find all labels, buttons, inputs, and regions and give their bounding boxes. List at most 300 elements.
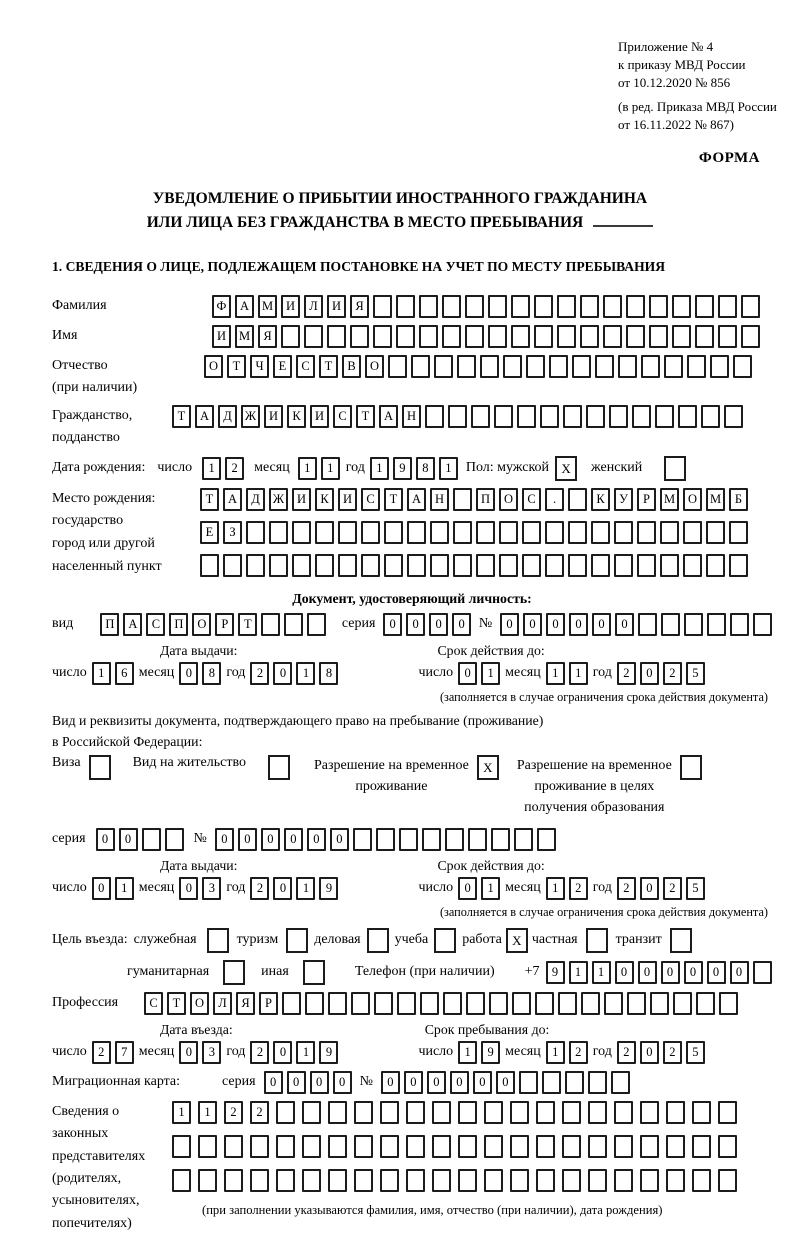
purpose-tourism-checkbox[interactable]	[286, 928, 308, 953]
char-cell[interactable]: 2	[617, 877, 636, 900]
char-cell[interactable]: И	[327, 295, 346, 318]
char-cell[interactable]: 0	[119, 828, 138, 851]
char-cell[interactable]: 0	[546, 613, 565, 636]
char-cell[interactable]: 0	[452, 613, 471, 636]
char-cell[interactable]	[626, 325, 645, 348]
char-cell[interactable]	[484, 1169, 503, 1192]
char-cell[interactable]	[373, 325, 392, 348]
char-cell[interactable]: 2	[663, 1041, 682, 1064]
char-cell[interactable]: 2	[569, 1041, 588, 1064]
char-cell[interactable]: 0	[615, 613, 634, 636]
char-cell[interactable]	[655, 405, 674, 428]
purpose-business-checkbox[interactable]	[367, 928, 389, 953]
char-cell[interactable]: Т	[319, 355, 338, 378]
char-cell[interactable]: И	[281, 295, 300, 318]
char-cell[interactable]: 1	[569, 662, 588, 685]
char-cell[interactable]: 0	[661, 961, 680, 984]
char-cell[interactable]	[276, 1135, 295, 1158]
char-cell[interactable]	[568, 554, 587, 577]
char-cell[interactable]	[542, 1071, 561, 1094]
char-cell[interactable]	[672, 325, 691, 348]
char-cell[interactable]: 1	[296, 1041, 315, 1064]
char-cell[interactable]: Н	[430, 488, 449, 511]
char-cell[interactable]: А	[235, 295, 254, 318]
char-cell[interactable]	[411, 355, 430, 378]
char-cell[interactable]: И	[310, 405, 329, 428]
char-cell[interactable]	[614, 1101, 633, 1124]
char-cell[interactable]: 5	[686, 662, 705, 685]
char-cell[interactable]: Ж	[241, 405, 260, 428]
char-cell[interactable]	[557, 325, 576, 348]
char-cell[interactable]	[261, 613, 280, 636]
char-cell[interactable]	[640, 1169, 659, 1192]
char-cell[interactable]: 0	[592, 613, 611, 636]
char-cell[interactable]	[484, 1135, 503, 1158]
char-cell[interactable]	[692, 1135, 711, 1158]
char-cell[interactable]: О	[192, 613, 211, 636]
char-cell[interactable]	[562, 1169, 581, 1192]
char-cell[interactable]	[666, 1135, 685, 1158]
char-cell[interactable]	[284, 613, 303, 636]
char-cell[interactable]	[718, 325, 737, 348]
char-cell[interactable]	[457, 355, 476, 378]
char-cell[interactable]: О	[499, 488, 518, 511]
char-cell[interactable]	[388, 355, 407, 378]
char-cell[interactable]	[581, 992, 600, 1015]
char-cell[interactable]	[374, 992, 393, 1015]
char-cell[interactable]: 1	[481, 662, 500, 685]
char-cell[interactable]	[488, 325, 507, 348]
char-cell[interactable]	[445, 828, 464, 851]
char-cell[interactable]: 0	[96, 828, 115, 851]
char-cell[interactable]	[562, 1135, 581, 1158]
char-cell[interactable]	[315, 554, 334, 577]
char-cell[interactable]	[580, 325, 599, 348]
char-cell[interactable]	[591, 554, 610, 577]
char-cell[interactable]	[510, 1169, 529, 1192]
char-cell[interactable]	[380, 1101, 399, 1124]
char-cell[interactable]	[580, 295, 599, 318]
char-cell[interactable]: 1	[370, 457, 389, 480]
char-cell[interactable]	[522, 521, 541, 544]
char-cell[interactable]: О	[204, 355, 223, 378]
char-cell[interactable]	[511, 295, 530, 318]
char-cell[interactable]	[526, 355, 545, 378]
char-cell[interactable]	[328, 992, 347, 1015]
char-cell[interactable]: П	[100, 613, 119, 636]
char-cell[interactable]: И	[292, 488, 311, 511]
char-cell[interactable]: 0	[273, 1041, 292, 1064]
char-cell[interactable]	[687, 355, 706, 378]
char-cell[interactable]	[354, 1135, 373, 1158]
visa-checkbox[interactable]	[89, 755, 111, 780]
char-cell[interactable]	[351, 992, 370, 1015]
char-cell[interactable]	[536, 1101, 555, 1124]
char-cell[interactable]	[432, 1135, 451, 1158]
char-cell[interactable]: М	[235, 325, 254, 348]
char-cell[interactable]	[292, 554, 311, 577]
char-cell[interactable]: Т	[384, 488, 403, 511]
char-cell[interactable]	[250, 1135, 269, 1158]
char-cell[interactable]	[282, 992, 301, 1015]
char-cell[interactable]: 1	[592, 961, 611, 984]
char-cell[interactable]: М	[660, 488, 679, 511]
char-cell[interactable]: 2	[250, 662, 269, 685]
char-cell[interactable]	[611, 1071, 630, 1094]
char-cell[interactable]: П	[476, 488, 495, 511]
temp-residence-checkbox[interactable]: X	[477, 755, 499, 780]
char-cell[interactable]	[510, 1101, 529, 1124]
char-cell[interactable]	[729, 554, 748, 577]
char-cell[interactable]	[545, 521, 564, 544]
temp-residence-edu-checkbox[interactable]	[680, 755, 702, 780]
char-cell[interactable]	[730, 613, 749, 636]
char-cell[interactable]: 3	[202, 877, 221, 900]
char-cell[interactable]	[692, 1169, 711, 1192]
char-cell[interactable]: Т	[238, 613, 257, 636]
char-cell[interactable]	[384, 554, 403, 577]
char-cell[interactable]	[172, 1169, 191, 1192]
char-cell[interactable]: О	[365, 355, 384, 378]
char-cell[interactable]	[512, 992, 531, 1015]
char-cell[interactable]	[741, 295, 760, 318]
char-cell[interactable]	[614, 521, 633, 544]
char-cell[interactable]: 0	[179, 877, 198, 900]
char-cell[interactable]: 0	[458, 662, 477, 685]
char-cell[interactable]	[718, 295, 737, 318]
char-cell[interactable]: 0	[273, 662, 292, 685]
char-cell[interactable]	[536, 1169, 555, 1192]
char-cell[interactable]: 8	[416, 457, 435, 480]
female-checkbox[interactable]	[664, 456, 686, 481]
char-cell[interactable]	[519, 1071, 538, 1094]
char-cell[interactable]	[718, 1101, 737, 1124]
char-cell[interactable]	[683, 554, 702, 577]
char-cell[interactable]	[666, 1101, 685, 1124]
char-cell[interactable]	[361, 554, 380, 577]
char-cell[interactable]	[307, 613, 326, 636]
char-cell[interactable]	[407, 521, 426, 544]
male-checkbox[interactable]: X	[555, 456, 577, 481]
char-cell[interactable]: 0	[523, 613, 542, 636]
char-cell[interactable]	[701, 405, 720, 428]
char-cell[interactable]	[354, 1101, 373, 1124]
char-cell[interactable]	[666, 1169, 685, 1192]
char-cell[interactable]	[618, 355, 637, 378]
char-cell[interactable]	[588, 1101, 607, 1124]
char-cell[interactable]: Т	[200, 488, 219, 511]
char-cell[interactable]	[432, 1169, 451, 1192]
char-cell[interactable]	[562, 1101, 581, 1124]
char-cell[interactable]	[591, 521, 610, 544]
char-cell[interactable]: 6	[115, 662, 134, 685]
char-cell[interactable]: 0	[215, 828, 234, 851]
char-cell[interactable]	[565, 1071, 584, 1094]
char-cell[interactable]	[396, 295, 415, 318]
char-cell[interactable]: А	[195, 405, 214, 428]
purpose-humanitarian-checkbox[interactable]	[223, 960, 245, 985]
char-cell[interactable]	[609, 405, 628, 428]
char-cell[interactable]	[246, 554, 265, 577]
char-cell[interactable]: 1	[115, 877, 134, 900]
char-cell[interactable]	[384, 521, 403, 544]
char-cell[interactable]	[729, 521, 748, 544]
char-cell[interactable]: Д	[246, 488, 265, 511]
char-cell[interactable]: 0	[307, 828, 326, 851]
char-cell[interactable]	[557, 295, 576, 318]
char-cell[interactable]: 9	[319, 1041, 338, 1064]
char-cell[interactable]	[443, 992, 462, 1015]
char-cell[interactable]: Ф	[212, 295, 231, 318]
char-cell[interactable]: 0	[458, 877, 477, 900]
char-cell[interactable]: 0	[383, 613, 402, 636]
char-cell[interactable]	[453, 554, 472, 577]
char-cell[interactable]: К	[591, 488, 610, 511]
char-cell[interactable]	[626, 295, 645, 318]
char-cell[interactable]	[753, 613, 772, 636]
char-cell[interactable]: 0	[450, 1071, 469, 1094]
char-cell[interactable]	[706, 554, 725, 577]
char-cell[interactable]: 2	[92, 1041, 111, 1064]
char-cell[interactable]	[614, 554, 633, 577]
char-cell[interactable]: С	[333, 405, 352, 428]
char-cell[interactable]: М	[706, 488, 725, 511]
char-cell[interactable]: 0	[92, 877, 111, 900]
char-cell[interactable]	[250, 1169, 269, 1192]
char-cell[interactable]: Ч	[250, 355, 269, 378]
char-cell[interactable]	[419, 325, 438, 348]
char-cell[interactable]	[425, 405, 444, 428]
char-cell[interactable]: О	[683, 488, 702, 511]
char-cell[interactable]: 9	[481, 1041, 500, 1064]
char-cell[interactable]	[649, 295, 668, 318]
char-cell[interactable]	[224, 1169, 243, 1192]
char-cell[interactable]: Р	[259, 992, 278, 1015]
char-cell[interactable]	[683, 521, 702, 544]
char-cell[interactable]	[568, 488, 587, 511]
char-cell[interactable]: 7	[115, 1041, 134, 1064]
char-cell[interactable]	[649, 325, 668, 348]
char-cell[interactable]	[305, 992, 324, 1015]
char-cell[interactable]: У	[614, 488, 633, 511]
char-cell[interactable]	[448, 405, 467, 428]
char-cell[interactable]	[604, 992, 623, 1015]
char-cell[interactable]	[511, 325, 530, 348]
char-cell[interactable]	[499, 521, 518, 544]
char-cell[interactable]	[315, 521, 334, 544]
char-cell[interactable]	[327, 325, 346, 348]
char-cell[interactable]	[696, 992, 715, 1015]
char-cell[interactable]	[640, 1135, 659, 1158]
char-cell[interactable]	[246, 521, 265, 544]
char-cell[interactable]	[522, 554, 541, 577]
char-cell[interactable]	[588, 1071, 607, 1094]
char-cell[interactable]: 0	[615, 961, 634, 984]
char-cell[interactable]: 3	[202, 1041, 221, 1064]
char-cell[interactable]: С	[522, 488, 541, 511]
char-cell[interactable]	[407, 554, 426, 577]
char-cell[interactable]	[710, 355, 729, 378]
char-cell[interactable]	[494, 405, 513, 428]
char-cell[interactable]	[453, 488, 472, 511]
char-cell[interactable]: 1	[439, 457, 458, 480]
char-cell[interactable]	[476, 554, 495, 577]
char-cell[interactable]: 8	[202, 662, 221, 685]
purpose-transit-checkbox[interactable]	[670, 928, 692, 953]
char-cell[interactable]	[399, 828, 418, 851]
char-cell[interactable]: С	[361, 488, 380, 511]
char-cell[interactable]	[503, 355, 522, 378]
char-cell[interactable]: Я	[350, 295, 369, 318]
char-cell[interactable]: 9	[393, 457, 412, 480]
char-cell[interactable]	[637, 554, 656, 577]
char-cell[interactable]: 0	[640, 877, 659, 900]
char-cell[interactable]	[558, 992, 577, 1015]
char-cell[interactable]: В	[342, 355, 361, 378]
char-cell[interactable]	[733, 355, 752, 378]
char-cell[interactable]	[465, 325, 484, 348]
char-cell[interactable]	[458, 1101, 477, 1124]
char-cell[interactable]	[373, 295, 392, 318]
purpose-official-checkbox[interactable]	[207, 928, 229, 953]
char-cell[interactable]: 0	[707, 961, 726, 984]
char-cell[interactable]	[224, 1135, 243, 1158]
char-cell[interactable]	[595, 355, 614, 378]
char-cell[interactable]	[419, 295, 438, 318]
char-cell[interactable]: 9	[319, 877, 338, 900]
char-cell[interactable]: Ж	[269, 488, 288, 511]
char-cell[interactable]	[468, 828, 487, 851]
char-cell[interactable]	[510, 1135, 529, 1158]
char-cell[interactable]	[165, 828, 184, 851]
char-cell[interactable]	[660, 521, 679, 544]
char-cell[interactable]: С	[146, 613, 165, 636]
char-cell[interactable]	[466, 992, 485, 1015]
char-cell[interactable]	[430, 554, 449, 577]
char-cell[interactable]	[198, 1135, 217, 1158]
char-cell[interactable]: 5	[686, 1041, 705, 1064]
char-cell[interactable]: А	[379, 405, 398, 428]
char-cell[interactable]: 0	[330, 828, 349, 851]
char-cell[interactable]	[488, 295, 507, 318]
char-cell[interactable]: 0	[569, 613, 588, 636]
char-cell[interactable]: К	[287, 405, 306, 428]
char-cell[interactable]	[536, 1135, 555, 1158]
char-cell[interactable]	[480, 355, 499, 378]
char-cell[interactable]	[223, 554, 242, 577]
char-cell[interactable]	[276, 1101, 295, 1124]
char-cell[interactable]	[684, 613, 703, 636]
char-cell[interactable]: Р	[215, 613, 234, 636]
char-cell[interactable]: 0	[284, 828, 303, 851]
char-cell[interactable]: Т	[172, 405, 191, 428]
char-cell[interactable]: З	[223, 521, 242, 544]
char-cell[interactable]: 0	[638, 961, 657, 984]
char-cell[interactable]	[406, 1135, 425, 1158]
char-cell[interactable]: 1	[481, 877, 500, 900]
char-cell[interactable]	[534, 295, 553, 318]
char-cell[interactable]	[406, 1101, 425, 1124]
char-cell[interactable]	[535, 992, 554, 1015]
char-cell[interactable]: 0	[427, 1071, 446, 1094]
char-cell[interactable]	[269, 521, 288, 544]
char-cell[interactable]: 1	[546, 877, 565, 900]
char-cell[interactable]	[640, 1101, 659, 1124]
char-cell[interactable]	[200, 554, 219, 577]
char-cell[interactable]: А	[407, 488, 426, 511]
char-cell[interactable]	[641, 355, 660, 378]
char-cell[interactable]	[476, 521, 495, 544]
char-cell[interactable]: 0	[264, 1071, 283, 1094]
char-cell[interactable]	[638, 613, 657, 636]
char-cell[interactable]	[661, 613, 680, 636]
char-cell[interactable]	[328, 1135, 347, 1158]
char-cell[interactable]	[650, 992, 669, 1015]
char-cell[interactable]: 1	[546, 662, 565, 685]
char-cell[interactable]: 2	[663, 662, 682, 685]
char-cell[interactable]: О	[190, 992, 209, 1015]
char-cell[interactable]	[692, 1101, 711, 1124]
char-cell[interactable]	[380, 1135, 399, 1158]
char-cell[interactable]	[338, 521, 357, 544]
char-cell[interactable]: 0	[496, 1071, 515, 1094]
char-cell[interactable]: 2	[224, 1101, 243, 1124]
char-cell[interactable]: И	[338, 488, 357, 511]
char-cell[interactable]	[718, 1169, 737, 1192]
char-cell[interactable]	[586, 405, 605, 428]
char-cell[interactable]	[354, 1169, 373, 1192]
char-cell[interactable]: 1	[198, 1101, 217, 1124]
char-cell[interactable]	[540, 405, 559, 428]
char-cell[interactable]	[434, 355, 453, 378]
char-cell[interactable]	[397, 992, 416, 1015]
char-cell[interactable]	[489, 992, 508, 1015]
char-cell[interactable]: 5	[686, 877, 705, 900]
char-cell[interactable]: 1	[458, 1041, 477, 1064]
char-cell[interactable]: 0	[261, 828, 280, 851]
char-cell[interactable]	[281, 325, 300, 348]
char-cell[interactable]: 9	[546, 961, 565, 984]
char-cell[interactable]	[269, 554, 288, 577]
char-cell[interactable]	[706, 521, 725, 544]
char-cell[interactable]: 1	[321, 457, 340, 480]
char-cell[interactable]	[430, 521, 449, 544]
char-cell[interactable]	[432, 1101, 451, 1124]
char-cell[interactable]: 0	[429, 613, 448, 636]
char-cell[interactable]	[719, 992, 738, 1015]
char-cell[interactable]	[353, 828, 372, 851]
char-cell[interactable]: И	[264, 405, 283, 428]
purpose-other-checkbox[interactable]	[303, 960, 325, 985]
char-cell[interactable]	[292, 521, 311, 544]
char-cell[interactable]	[724, 405, 743, 428]
char-cell[interactable]	[614, 1169, 633, 1192]
char-cell[interactable]: Я	[236, 992, 255, 1015]
char-cell[interactable]: Е	[200, 521, 219, 544]
char-cell[interactable]: 1	[296, 877, 315, 900]
purpose-private-checkbox[interactable]	[586, 928, 608, 953]
char-cell[interactable]: С	[144, 992, 163, 1015]
char-cell[interactable]	[627, 992, 646, 1015]
char-cell[interactable]: 1	[172, 1101, 191, 1124]
char-cell[interactable]	[302, 1135, 321, 1158]
char-cell[interactable]: И	[212, 325, 231, 348]
char-cell[interactable]: 1	[298, 457, 317, 480]
char-cell[interactable]	[718, 1135, 737, 1158]
char-cell[interactable]: 2	[250, 1101, 269, 1124]
char-cell[interactable]	[572, 355, 591, 378]
char-cell[interactable]: 0	[500, 613, 519, 636]
